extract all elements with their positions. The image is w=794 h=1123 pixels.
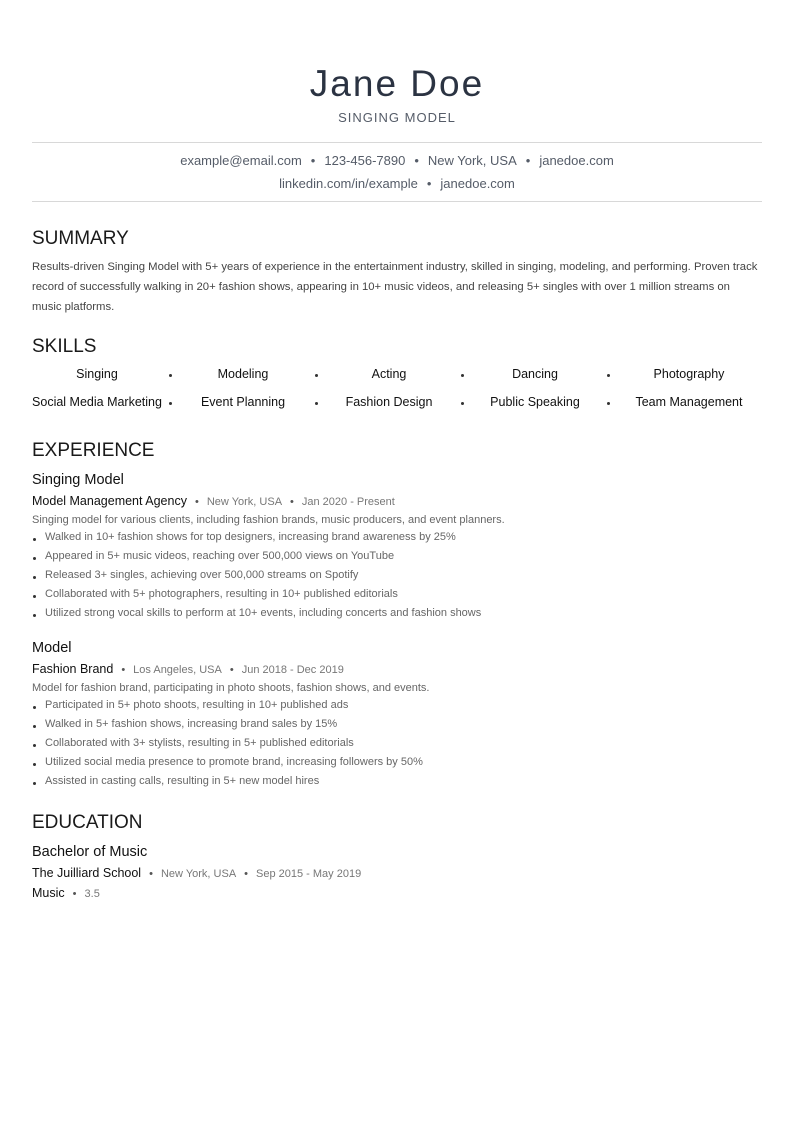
skill-separator-dot [169,402,172,405]
list-item [32,753,762,772]
bullet-dot [33,614,36,617]
skill-separator-dot [607,402,610,405]
bullet-text: Utilized social media presence to promote brand, increasing followers by 50% [45,756,423,768]
education-field-meta [32,885,100,902]
job-bullet-list [32,696,762,791]
gpa-value: 3.5 [84,888,100,900]
field-of-study: Music [32,886,65,900]
education-meta [32,865,361,882]
skill-item: Dancing [512,367,558,381]
skill-separator-dot [315,402,318,405]
skill-item: Team Management [635,395,743,409]
bullet-dot [33,557,36,560]
skill-separator-dot [607,374,610,377]
bullet-dot [33,706,36,709]
bullet-text: Participated in 5+ photo shoots, resulting in 10+ published ads [45,699,349,711]
list-item [32,772,762,791]
skill-item: Photography [653,367,725,381]
bullet-text: Walked in 5+ fashion shows, increasing brand sales by 15% [45,718,338,730]
bullet-dot [33,576,36,579]
bullet-dot [33,763,36,766]
school-name: The Juilliard School [32,866,142,880]
bullet-text: Assisted in casting calls, resulting in 5+ new model hires [45,775,320,787]
degree-title: Bachelor of Music [32,844,148,860]
skill-item: Social Media Marketing [32,395,162,409]
bullet-dot [33,538,36,541]
job-location: Los Angeles, USA [133,664,222,676]
job-dates: Jun 2018 - Dec 2019 [241,664,344,676]
skill-item: Event Planning [200,395,286,409]
contact-separator: • [414,153,419,168]
candidate-title: SINGING MODEL [338,110,456,125]
meta-separator: • [229,664,234,676]
list-item [32,585,762,604]
meta-separator: • [72,888,77,900]
bullet-text: Walked in 10+ fashion shows for top designers, increasing brand awareness by 25% [45,531,456,543]
contact-separator: • [426,176,432,191]
list-item [32,604,762,623]
bullet-text: Appeared in 5+ music videos, reaching over 500,000 views on YouTube [45,550,395,562]
bullet-dot [33,725,36,728]
education-dates: Sep 2015 - May 2019 [256,868,362,880]
bullet-text: Collaborated with 3+ stylists, resulting in 5+ published editorials [45,737,354,749]
skill-item: Public Speaking [490,395,580,409]
bullet-dot [33,782,36,785]
contact-phone[interactable]: 123-456-7890 [324,153,406,168]
meta-separator: • [121,664,126,676]
list-item [32,734,762,753]
skill-item: Modeling [217,367,269,381]
bullet-dot [33,595,36,598]
contact-separator: • [310,153,316,168]
list-item [32,696,762,715]
list-item [32,566,762,585]
bullet-dot [33,744,36,747]
contact-website-2[interactable]: janedoe.com [440,176,515,191]
contact-location: New York, USA [427,153,517,168]
job-title: Model [32,640,72,656]
skill-item: Fashion Design [345,395,433,409]
bullet-text: Released 3+ singles, achieving over 500,000 streams on Spotify [45,569,359,581]
contact-line-2 [32,175,762,193]
bullet-text: Collaborated with 5+ photographers, resulting in 10+ published editorials [45,588,398,600]
contact-separator: • [525,153,531,168]
job-title: Singing Model [32,472,124,488]
job-company: Fashion Brand [32,662,114,676]
skill-item: Singing [76,367,118,381]
experience-heading: EXPERIENCE [32,440,155,461]
header-divider-bottom [32,201,762,202]
meta-separator: • [290,496,294,508]
job-company: Model Management Agency [32,494,187,508]
meta-separator: • [194,496,199,508]
job-meta [32,661,344,678]
contact-website[interactable]: janedoe.com [539,153,614,168]
skill-separator-dot [461,374,464,377]
school-location: New York, USA [160,868,237,880]
list-item [32,715,762,734]
job-dates: Jan 2020 - Present [301,496,395,508]
contact-email[interactable]: example@email.com [180,153,302,168]
skill-separator-dot [315,374,318,377]
bullet-text: Utilized strong vocal skills to perform at 10+ events, including concerts and fashion shows [45,607,482,619]
contact-line-1 [32,152,762,170]
candidate-name: Jane Doe [309,63,485,104]
job-description: Model for fashion brand, participating in photo shoots, fashion shows, and events. [32,682,430,694]
summary-text: Results-driven Singing Model with 5+ years of experience in the entertainment industry, skilled in singing, modeling, and performing. Proven track record of successfully walking in 20+ fashion shows, appearing in 10+ music videos, and releasing 5+ singles with over 1 million streams on music platforms. [32,261,758,313]
summary-heading: SUMMARY [32,228,129,249]
meta-separator: • [149,868,153,880]
job-location: New York, USA [206,496,283,508]
education-heading: EDUCATION [32,812,143,833]
job-bullet-list [32,528,762,623]
job-meta [32,493,395,510]
meta-separator: • [244,868,249,880]
header-divider-top [32,142,762,143]
list-item [32,528,762,547]
list-item [32,547,762,566]
skills-row-2 [32,386,762,418]
skill-item: Acting [371,367,407,381]
skill-separator-dot [169,374,172,377]
skills-heading: SKILLS [32,336,97,357]
contact-linkedin[interactable]: linkedin.com/in/example [279,176,418,191]
job-description: Singing model for various clients, including fashion brands, music producers, and event planners. [32,514,505,526]
skill-separator-dot [461,402,464,405]
